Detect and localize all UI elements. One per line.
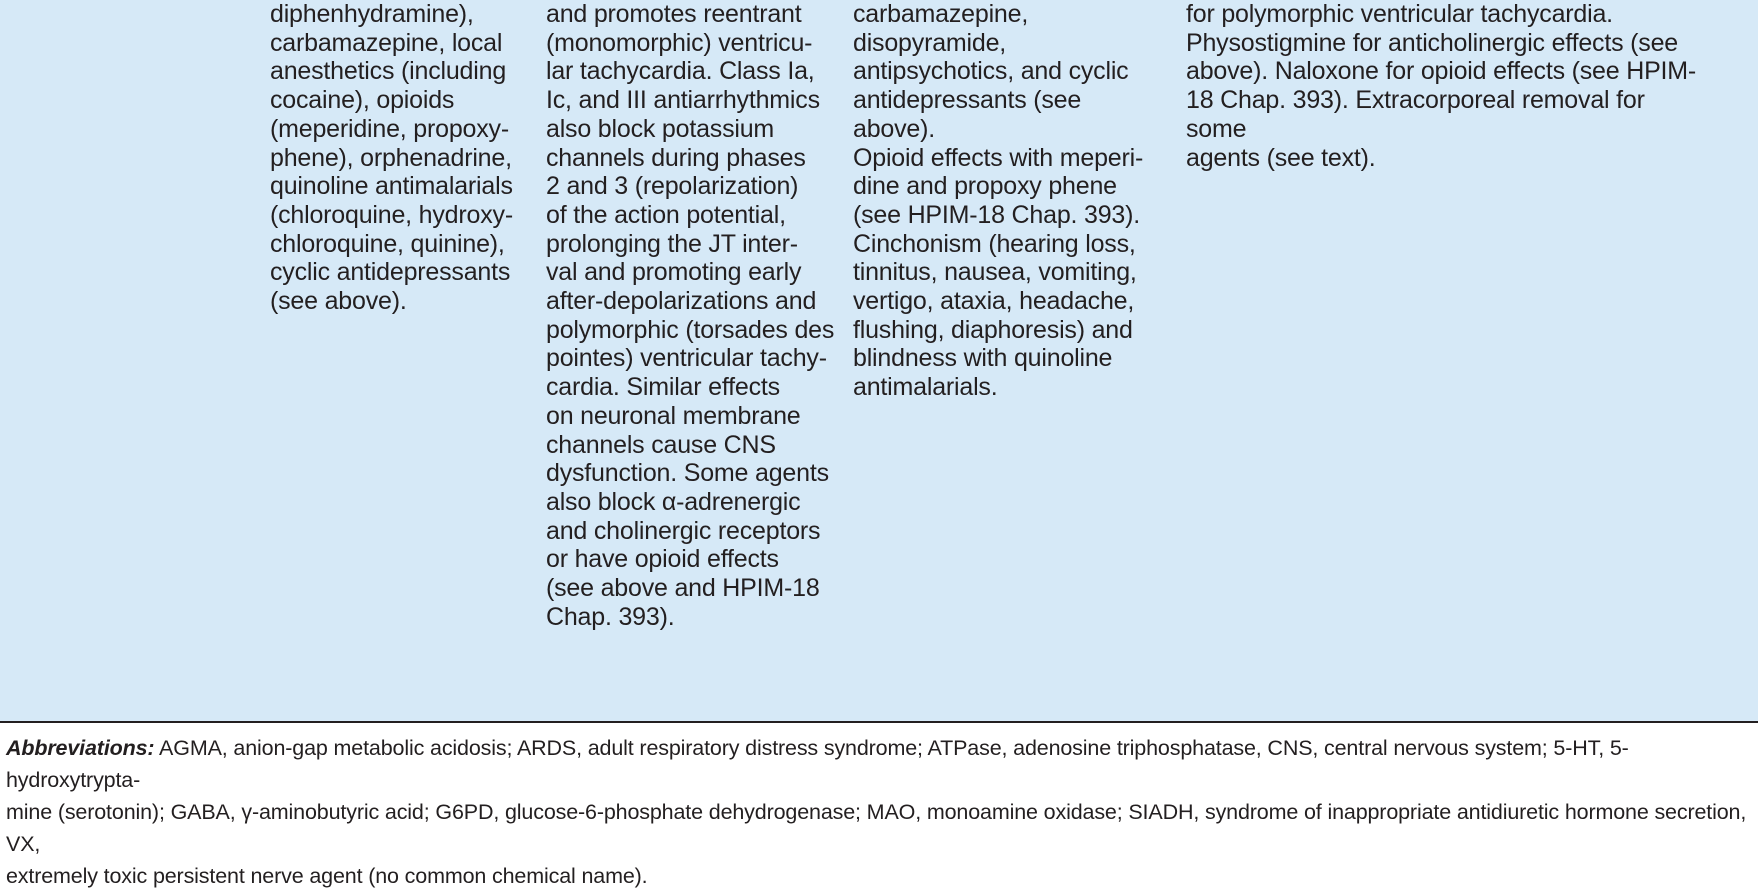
table-cell-causes: diphenhydramine), carbamazepine, local anesthetics (including cocaine), opioids (meperidine, propoxy- phene), orphenadrine, quinoline antimalarials (chloroquine, hydroxy- chloroquine, quinine), cyclic antidepressants (see above). [270, 0, 513, 316]
table-cell-clinical-features: carbamazepine, disopyramide, antipsychotics, and cyclic antidepressants (see above). Opioid effects with meperi- dine and propoxy phene (see HPIM-18 Chap. 393). Cinchonism (hearing loss, tinnitus, nausea, vomiting, vertigo, ataxia, headache, flushing, diaphoresis) and blindness with quinoline antimalarials. [853, 0, 1144, 402]
abbreviations-text: AGMA, anion-gap metabolic acidosis; ARDS, adult respiratory distress syndrome; ATPase, adenosine triphosphatase, CNS, central nervous system; 5-HT, 5-hydroxytrypta- mine (serotonin); GABA, γ-aminobutyric acid; G6PD, glucose-6-phosphate dehydrogenase; MAO, monoamine oxidase; SIADH, syndrome of inappropriate antidiuretic hormone secretion, VX, extremely toxic persistent nerve agent (no common chemical name). [6, 736, 1747, 888]
abbreviations-label: Abbreviations: [6, 736, 155, 760]
table-bottom-rule [0, 721, 1758, 723]
abbreviations-footnote [6, 732, 1752, 892]
table-cell-mechanism: and promotes reentrant (monomorphic) ventricu- lar tachycardia. Class Ia, Ic, and III antiarrhythmics also block potassium channels during phases 2 and 3 (repolarization) of the action potential, prolonging the JT inter- val and promoting early after-depolarizations and polymorphic (torsades des pointes) ventricular tachy- cardia. Similar effects on neuronal membrane channels cause CNS dysfunction. Some agents also block α-adrenergic and cholinergic receptors or have opioid effects (see above and HPIM-18 Chap. 393). [546, 0, 835, 631]
table-cell-treatment: for polymorphic ventricular tachycardia. Physostigmine for anticholinergic effects (see above). Naloxone for opioid effects (see HPIM- 18 Chap. 393). Extracorporeal removal for some agents (see text). [1186, 0, 1697, 172]
